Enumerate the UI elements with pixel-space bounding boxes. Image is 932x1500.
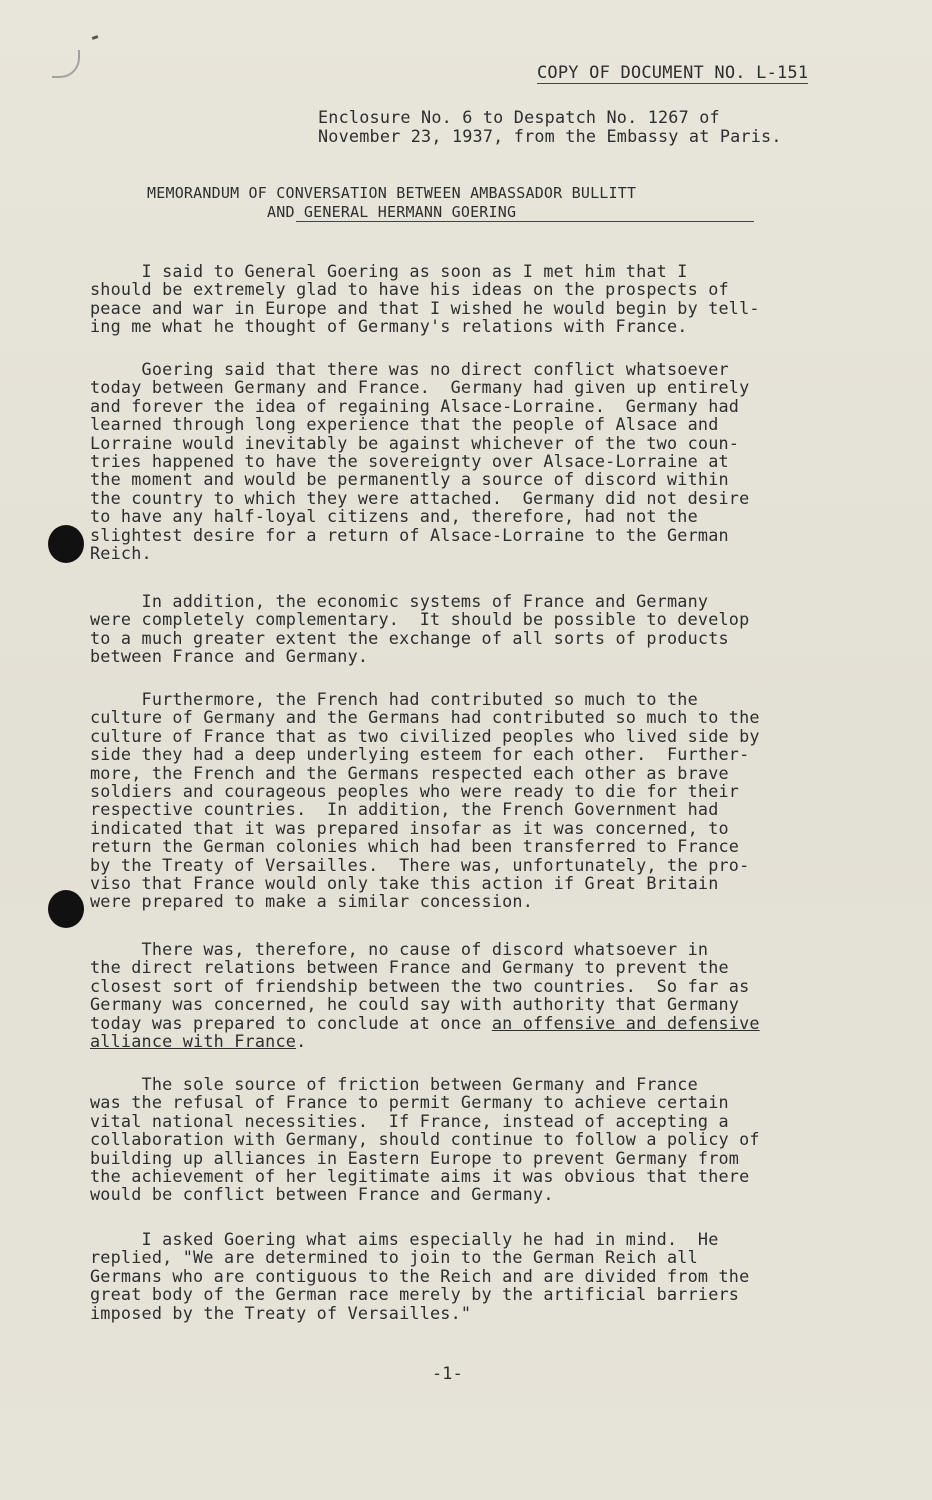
document-number: COPY OF DOCUMENT NO. L-151	[537, 63, 809, 83]
paragraph-4: Furthermore, the French had contributed so much to the culture of Germany and the Germans had contributed so much to the culture of France that as two civilized peoples who lived side by side they had a deep underlying esteem for each other. Further- more, the French and the Germans respected each other as brave soldiers and courageous peoples who were ready to die for their respective countries. In addition, the French Government had indicated that it was prepared insofar as it was concerned, to return the German colonies which had been transferred to France by the Treaty of Versailles. There was, unfortunately, the pro- viso that France would only take this action if Great Britain were prepared to make a similar concession.	[90, 689, 760, 912]
punch-hole	[48, 525, 84, 563]
period: .	[296, 1031, 307, 1052]
underlined-phrase: alliance with France	[90, 1031, 297, 1052]
paragraph-2: Goering said that there was no direct conflict whatsoever today between Germany and France. Germany had given up entirely and forever the idea of regaining Alsace-Lorraine. Germany had learned through long experience that the people of Alsace and Lorraine would inevitably be against whichever of the two coun- tries happened to have the sovereignty over Alsace-Lorraine at the moment and would be permanently a source of discord within the country to which they were attached. Germany did not desire to have any half-loyal citizens and, therefore, had not the slightest desire for a return of Alsace-Lorraine to the German Reich.	[90, 359, 750, 564]
page-number: -1-	[432, 1363, 463, 1383]
paragraph-7: I asked Goering what aims especially he had in mind. He replied, "We are determined to join to the German Reich all Germans who are contiguous to the Reich and are divided from the great body of the German race merely by the artificial barriers imposed by the Treaty of Versailles."	[90, 1229, 750, 1323]
paragraph-3: In addition, the economic systems of France and Germany were completely complementary. It should be possible to develop to a much greater extent the exchange of all sorts of products between France and Germany.	[90, 591, 750, 667]
punch-hole	[48, 890, 84, 928]
memo-title: MEMORANDUM OF CONVERSATION BETWEEN AMBASSADOR BULLITT AND GENERAL HERMANN GOERING	[147, 184, 637, 221]
title-underline	[296, 221, 754, 222]
underlined-phrase: an offensive and defensive	[491, 1012, 760, 1033]
pen-tick-mark	[92, 35, 99, 40]
pen-curve-mark	[52, 50, 80, 78]
enclosure-line: Enclosure No. 6 to Despatch No. 1267 of November 23, 1937, from the Embassy at Paris.	[318, 107, 782, 146]
paragraph-6: The sole source of friction between Germany and France was the refusal of France to permit Germany to achieve certain vital national necessities. If France, instead of accepting a collaboration with Germany, should continue to follow a policy of building up alliances in Eastern Europe to prevent Germany from the achievement of her legitimate aims it was obvious that there would be conflict between France and Germany.	[90, 1074, 760, 1205]
paragraph-1: I said to General Goering as soon as I met him that I should be extremely glad to have his ideas on the prospects of peace and war in Europe and that I wished he would begin by tell- ing me what he thought of Germany's relations with France.	[90, 261, 760, 337]
paragraph-5-text: There was, therefore, no cause of discord whatsoever in the direct relations between France and Germany to prevent the closest sort of friendship between the two countries. So far as Germany was concerned, he could say with authority that Germany today was prepared to conclude at once	[90, 939, 750, 1033]
paragraph-5	[90, 940, 760, 1050]
